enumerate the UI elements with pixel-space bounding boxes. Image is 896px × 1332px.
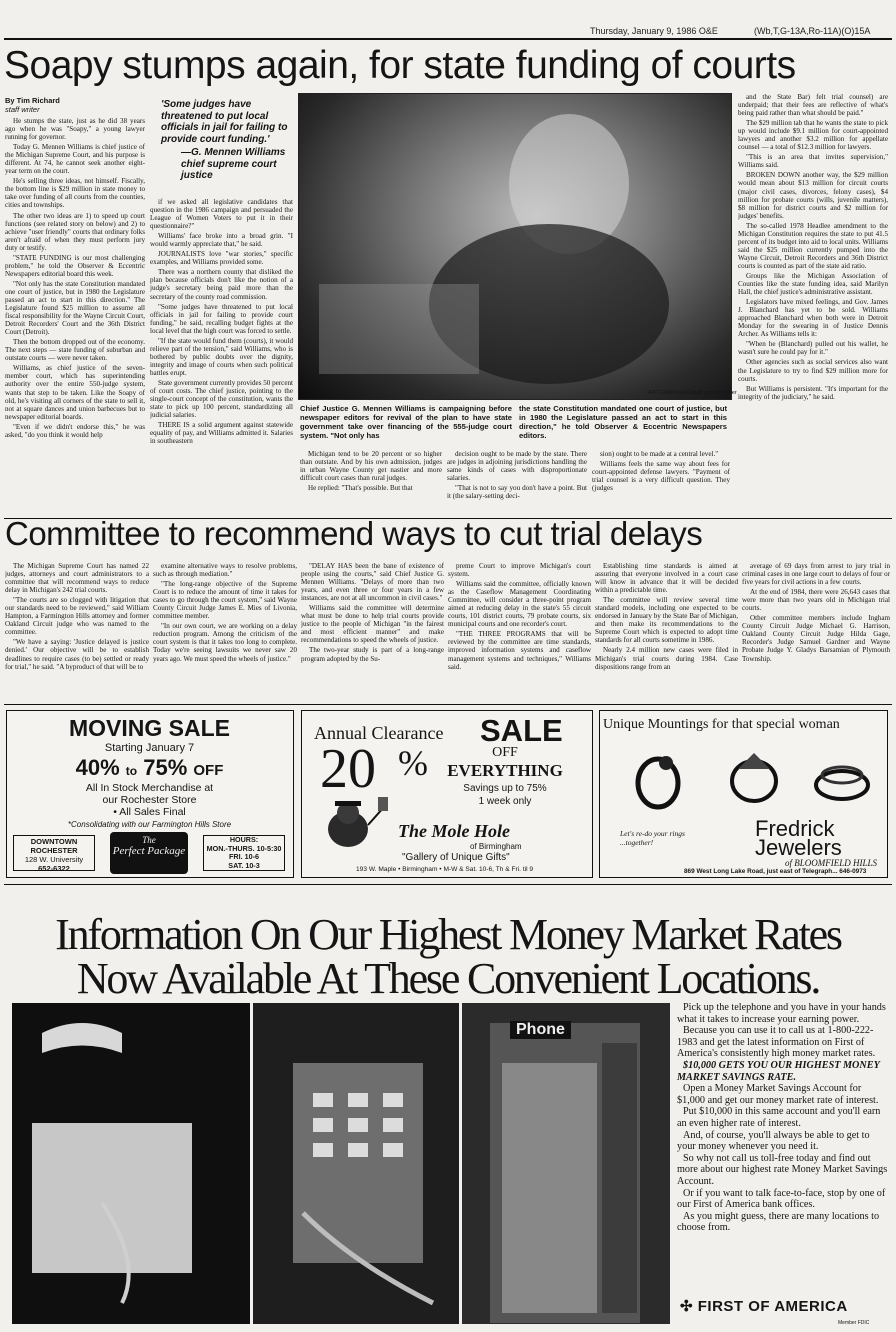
paragraph: The $29 million tab that he wants the state to pick up would include $9.1 million for court-appointed lawyers and another $3.2 million for appellate counsel — a total of $12.3 million for lawyers. xyxy=(738,119,888,152)
mole-hole-address: 193 W. Maple • Birmingham • M-W & Sat. 10-6, Th & Fri. til 9 xyxy=(356,866,534,873)
story2-column-5 xyxy=(595,562,738,702)
fredrick-tagline: Let's re-do your rings ...together! xyxy=(620,829,685,847)
story1-byline-block xyxy=(5,96,145,114)
pull-quote-text: 'Some judges have threatened to put local officials in jail for failing to provide court funding.' xyxy=(161,99,288,145)
mole-hole-name: The Mole Hole xyxy=(398,821,510,841)
moving-line-1: All In Stock Merchandise at xyxy=(85,782,214,794)
paragraph: Williams said the committee will determine what must be done to help trial courts provide justice to the people of Michigan "in the fairest and most efficient manner" and make recommendations to speed the wheels of justice. xyxy=(301,604,444,645)
story1-role: staff writer xyxy=(5,105,40,114)
paragraph: if we asked all legislative candidates that question in the 1986 campaign and persuaded the League of Women Voters to put it in their questionnaire?" xyxy=(150,198,293,231)
story2-column-2 xyxy=(153,562,297,702)
paragraph: "The long-range objective of the Supreme Court is to reduce the amount of time it takes for cases to go through the court system," said Wayne County Circuit Judge James E. Mies of Livonia, committee member. xyxy=(153,580,297,621)
paragraph: "Not only has the state Constitution mandated one court of justice, but in 1980 the Legislature passed an act to start in this direction." The Legislature found $25 million to assume all fiscal responsibility for the Wayne Circuit Court, Detroit Recorders' Court and the 36th District Court (Detroit). xyxy=(5,279,145,337)
paragraph: The two-year study is part of a long-range program adopted by the Su- xyxy=(301,646,444,663)
paragraph: decision ought to be made by the state. There are judges in adjoining jurisdictions handling the same kinds of cases with disproportionate salaries. xyxy=(447,450,587,483)
story2-column-4 xyxy=(448,562,591,702)
phone-sign: Phone xyxy=(510,1021,571,1039)
percent-sign-icon: % xyxy=(398,743,428,783)
paragraph: He replied: "That's possible. But that xyxy=(308,484,413,493)
paragraph: Michigan tend to be 20 percent or so higher than outstate. And by his own admission, judges in urban Wayne County get nastier and more difficult court cases than rural judges. xyxy=(300,450,442,483)
annual-clearance: Annual Clearance xyxy=(314,723,444,743)
paragraph: But Williams is persistent. "It's important for the integrity of the judiciary," he said. xyxy=(738,384,888,401)
bank-logo-text: FIRST OF AMERICA xyxy=(697,1298,848,1315)
paragraph: JOURNALISTS love "war stories," specific examples, and Williams provided some. xyxy=(150,250,293,267)
fredrick-headline: Unique Mountings for that special woman xyxy=(603,717,840,732)
keypad-phone-icon xyxy=(253,1003,459,1324)
paragraph: Open a Money Market Savings Account for $1,000 and get our money market rate of interest. xyxy=(677,1083,879,1106)
phone-booth-icon xyxy=(462,1003,670,1324)
paragraph: "Even if we didn't endorse this," he was asked, "do you think it would help xyxy=(5,422,145,439)
photo-caption-part-2: the state Constitution mandated one court of justice, but in 1980 the Legislature passed an act to start in this direction," he told Observer & Eccentric Newspapers editors. xyxy=(519,404,727,440)
paragraph: The Michigan Supreme Court has named 22 judges, attorneys and court administrators to a committee that will recommend ways to reduce delay in Michigan's 242 trial courts. xyxy=(5,562,149,595)
hours-weekday: MON.-THURS. 10-5:30 xyxy=(206,843,282,853)
photo-caption-part-1: Chief Justice G. Mennen Williams is campaigning before newspaper editors for revival of the plan to have state government take over financing of the 555-judge court system. "Not only has xyxy=(300,404,512,440)
story2-column-6 xyxy=(742,562,890,702)
story1-pull-quote xyxy=(161,99,295,182)
paragraph: "STATE FUNDING is our most challenging problem," he told the Observer & Eccentric Newspapers editorial board this week. xyxy=(5,253,145,278)
paragraph: He's selling three ideas, not himself. Fiscally, the bottom line is $29 million in state money to take over funding of all courts from the counties, cities and townships. xyxy=(5,177,145,210)
sale-word: SALE xyxy=(480,713,563,748)
location-address: 128 W. University xyxy=(24,855,84,864)
store-hours-box xyxy=(203,835,285,871)
location-phone: 652-6322 xyxy=(38,864,70,873)
story1-headline: Soapy stumps again, for state funding of courts xyxy=(4,44,796,87)
paragraph: So why not call us toll-free today and find out more about our highest rate Money Market Savings Account. xyxy=(677,1152,888,1187)
paragraph: Other committee members include Ingham County Circuit Judge Michael G. Harrison, Oakland County Circuit Judge Hilda Gage, Recorder's Judge Samuel Gardner and Wayne Probate Judge Y. Gladys Barsamian of Plymouth Township. xyxy=(742,614,890,663)
bank-headline-1: Information On Our Highest Money Market Rates xyxy=(55,910,841,959)
paragraph: Establishing time standards is aimed at assuring that everyone involved in a court case will know in advance that it will be decided within a predictable time. xyxy=(595,562,738,595)
everything-word: EVERYTHING xyxy=(447,761,563,780)
moving-line-3: • All Sales Final xyxy=(113,806,186,818)
off-word: OFF xyxy=(492,745,518,760)
story2-headline: Committee to recommend ways to cut trial delays xyxy=(5,515,703,552)
hours-title: HOURS: xyxy=(229,835,259,844)
page-dateline: Thursday, January 9, 1986 O&E xyxy=(590,26,718,36)
paragraph: "That is not to say you don't have a point. But it (the salary-setting deci- xyxy=(447,484,587,501)
mole-mascot-icon xyxy=(318,795,392,853)
bank-copy xyxy=(677,1002,890,1234)
paragraph: "The courts are so clogged with litigation that our standards need to be reviewed," said William Hampton, a Farmington Hills attorney and former Oakland Circuit judge who was named to the committee. xyxy=(5,596,149,637)
discount-from: 40% xyxy=(75,755,120,780)
paragraph: The committee will review several time standard models, including one expected to be endorsed in January by the State Bar of Michigan, and then make its recommendations to the Supreme Court which is expected to adopt time standards for all courts sometime in 1986. xyxy=(595,596,738,645)
moving-sale-discount xyxy=(7,755,292,781)
paragraph: Other agencies such as social services also want the Legislature to try to find $29 million more for courts. xyxy=(738,358,888,383)
mole-hole-of: of Birmingham xyxy=(470,842,522,851)
story2-column-3 xyxy=(301,562,444,702)
bank-headline-2: Now Available At These Convenient Locations. xyxy=(76,954,820,1003)
paragraph: State government currently provides 50 percent of court costs. The chief justice, pointing to the single-court concept of the constitution, wants the state to pick up 100 percent, standardizing all judicial salaries. xyxy=(150,378,293,420)
moving-line-4: *Consolidating with our Farmington Hills Store xyxy=(67,820,232,829)
paragraph: The other two ideas are 1) to speed up court functions (see related story on below) and 2) to achieve "user friendly" courts that ordinary folks aren't afraid of when they must perform jury duty or testify. xyxy=(5,211,145,252)
paragraph: Pick up the telephone and you have in your hands what it takes to increase your earning power. xyxy=(677,1002,886,1025)
paragraph: "Some judges have threatened to put local officials in jail for failing to provide court funding," he said, recalling budget fights at the local level that the high court was forced to settle. xyxy=(150,302,293,335)
desk-phone-icon xyxy=(12,1003,250,1324)
story2-column-1 xyxy=(5,562,149,702)
logo-the: The xyxy=(142,835,156,845)
paragraph: BROKEN DOWN another way, the $29 million would mean about $13 million for circuit courts (major civil cases, divorces, felony cases), $4 million for probate courts (wills, juvenile matters), $8 million for district courts and $2 million for judges' benefits. xyxy=(738,171,888,220)
phone-photo-booth xyxy=(462,1003,670,1324)
hours-saturday: SAT. 10-3 xyxy=(228,860,260,870)
fredrick-name-1: Fredrick xyxy=(755,816,835,841)
paragraph: "DELAY HAS been the bane of existence of people using the courts," said Chief Justice G. Mennen Williams. "Delays of more than two years, and even three or four years in a few instances, are not at all uncommon in civil cases." xyxy=(301,562,444,603)
paragraph: and the State Bar) felt trial counsel) are underpaid; that their fees are reflective of what's being paid rather than what should be paid." xyxy=(738,93,888,118)
paragraph: THERE IS a solid argument against statewide equality of pay, and Williams admitted it. Salaries in southeastern xyxy=(150,421,293,446)
phone-photo-keypad xyxy=(253,1003,459,1324)
paragraph: "This is an area that invites supervision," Williams said. xyxy=(738,153,888,170)
first-of-america-logo xyxy=(680,1297,848,1315)
paragraph: Today G. Mennen Williams is chief justice of the Michigan Supreme Court, and his purpose is different. At 74, he cannot seek another eight-year term on the court. xyxy=(5,143,145,176)
paragraph: average of 69 days from arrest to jury trial in criminal cases in one large court to delays of four or five years for civil actions in a few courts. xyxy=(742,562,890,587)
paragraph: Williams, as chief justice of the seven-member court, which has superintending authority over the entire 550-judge system, wants that step to be taken. Like the Soapy of old, he's visiting all corners of the state to sell it, not at square dances and union barbecues but to newspaper editorial boards. xyxy=(5,364,145,421)
paragraph: Because you can use it to call us at 1-800-222-1983 and get the latest information on First of America's consistently high money market rates. xyxy=(677,1025,876,1060)
week-line: 1 week only xyxy=(478,796,532,807)
chief-justice-photo xyxy=(298,93,732,400)
discount-to-word: to xyxy=(125,764,138,778)
paragraph: "THE THREE PROGRAMS that will be reviewed by the committee are time standards, improved information systems and caseflow management systems and techniques," Williams said. xyxy=(448,630,591,671)
story1-column-6 xyxy=(738,93,888,528)
paragraph: Williams said the committee, officially known as the Caseflow Management Coordinating Committee, will consider a three-point program aimed at reducing delay in the state's 55 circuit courts, 101 district courts, 79 probate courts, six municipal courts and one recorder's court. xyxy=(448,580,591,629)
pull-quote-attribution: —G. Mennen Williams chief supreme court justice xyxy=(181,147,286,181)
savings-line: Savings up to 75% xyxy=(463,783,547,794)
discount-number: 20 xyxy=(320,738,376,800)
paragraph: Or if you want to talk face-to-face, stop by one of our First of America bank offices. xyxy=(677,1187,886,1211)
paragraph: Legislators have mixed feelings, and Gov. James J. Blanchard has yet to be sold. Williams approached Blanchard when both were in Detroit Monday for the swearing in of Justice Dennis Archer. As Williams tells it: xyxy=(738,298,888,339)
paragraph: Put $10,000 in this same account and you'll earn an even higher rate of interest. xyxy=(677,1106,881,1129)
moving-sale-details xyxy=(7,782,292,831)
phone-photo-desk xyxy=(12,1003,250,1324)
paragraph: Groups like the Michigan Association of Counties like the state funding idea, said Marilyn Hall, the chief justice's administrative assistant. xyxy=(738,271,888,297)
page-code: (Wb,T,G-13A,Ro-11A)(O)15A xyxy=(754,26,871,36)
paragraph: examine alternative ways to resolve problems, such as through mediation." xyxy=(153,562,297,579)
paragraph: "When he (Blanchard) pulled out his wallet, he wasn't sure he could pay for it." xyxy=(738,340,888,357)
paragraph: sion) ought to be made at a central level." xyxy=(600,450,719,458)
moving-sale-title: MOVING SALE xyxy=(68,715,230,741)
member-fdic: Member FDIC xyxy=(838,1320,870,1326)
paragraph: preme Court to improve Michigan's court system. xyxy=(448,562,591,579)
hours-friday: FRI. 10-6 xyxy=(229,852,259,861)
paragraph: At the end of 1984, there were 26,643 cases that were more than two years old in Michigan trial courts. xyxy=(742,588,890,613)
fredrick-address: 869 West Long Lake Road, just east of Telegraph... 646-0973 xyxy=(684,868,867,875)
paragraph: And, of course, you'll always be able to get to your money whenever you need it. xyxy=(677,1129,870,1153)
fredrick-sub: of BLOOMFIELD HILLS xyxy=(785,858,878,868)
moving-sale-starting: Starting January 7 xyxy=(104,742,195,754)
store-location-box xyxy=(13,835,95,871)
paragraph: The so-called 1978 Headlee amendment to the Michigan Constitution requires the state to put 41.5 percent of its budget into aid to local units. Williams said the $25 million currently pumped into the Wayne Circuit, Detroit Recorders and 36th District courts is counted as part of the state aid ratio. xyxy=(738,221,888,270)
location-title: DOWNTOWN ROCHESTER xyxy=(30,837,78,855)
discount-to: 75% xyxy=(143,755,188,780)
photo-credit: ART EMANUELE/staff photographer xyxy=(648,390,737,396)
fredrick-jewelers-ad xyxy=(599,710,888,878)
bank-logo-icon: ✣ xyxy=(680,1298,698,1315)
paragraph: He stumps the state, just as he did 38 years ago when he was "Soapy," a young lawyer running for governor. xyxy=(5,117,145,142)
paragraph: Then the bottom dropped out of the economy. The next steps — state funding of suburban and outstate courts — were never taken. xyxy=(5,338,145,363)
moving-line-2: our Rochester Store xyxy=(102,794,197,806)
paragraph: Williams feels the same way about fees for court-appointed defense lawyers. "Payment of trial counsel is a very difficult question. They (judges xyxy=(592,460,730,493)
paragraph: Nearly 2.4 million new cases were filed in Michigan's trial courts during 1984. Case dispositions range from an xyxy=(595,646,738,671)
gallery-line: "Gallery of Unique Gifts" xyxy=(402,852,510,863)
paragraph: As you might guess, there are many locations to choose from. xyxy=(677,1210,880,1234)
paragraph: There was a northern county that disliked the plan because officials don't like the notion of a judge's secretary being paid more than the secretary of the county road commission. xyxy=(150,268,293,301)
perfect-package-logo xyxy=(110,832,188,874)
paragraph: Williams' face broke into a broad grin. "I would warmly appreciate that," he said. xyxy=(150,232,293,249)
fredrick-name-2: Jewelers xyxy=(755,835,842,860)
discount-off: OFF xyxy=(193,762,224,779)
logo-name: Perfect Package xyxy=(112,845,186,857)
story1-byline: By Tim Richard xyxy=(5,96,60,105)
mole-hole-ad xyxy=(301,710,593,878)
paragraph: "In our own court, we are working on a delay reduction program. Among the criticism of the court system is that it takes too long to complete. Today we're seeing lawsuits we never saw 20 years ago. We must speed the wheels of justice." xyxy=(153,622,297,663)
paragraph: "If the state would fund them (courts), it would relieve part of the tension," said Williams, who is bothered by public doubts over the dignity, integrity and image of courts when such political battles erupt. xyxy=(150,336,293,377)
rings-illustration xyxy=(620,747,880,811)
bank-highlight: $10,000 GETS YOU OUR HIGHEST MONEY MARKET SAVINGS RATE. xyxy=(677,1059,880,1083)
moving-sale-ad xyxy=(6,710,294,878)
paragraph: "We have a saying: 'Justice delayed is justice denied.' Our objective will be to establish deadlines to require cases (to be) settled or ready for trial," he said. "A byproduct of that will be to xyxy=(5,638,149,671)
